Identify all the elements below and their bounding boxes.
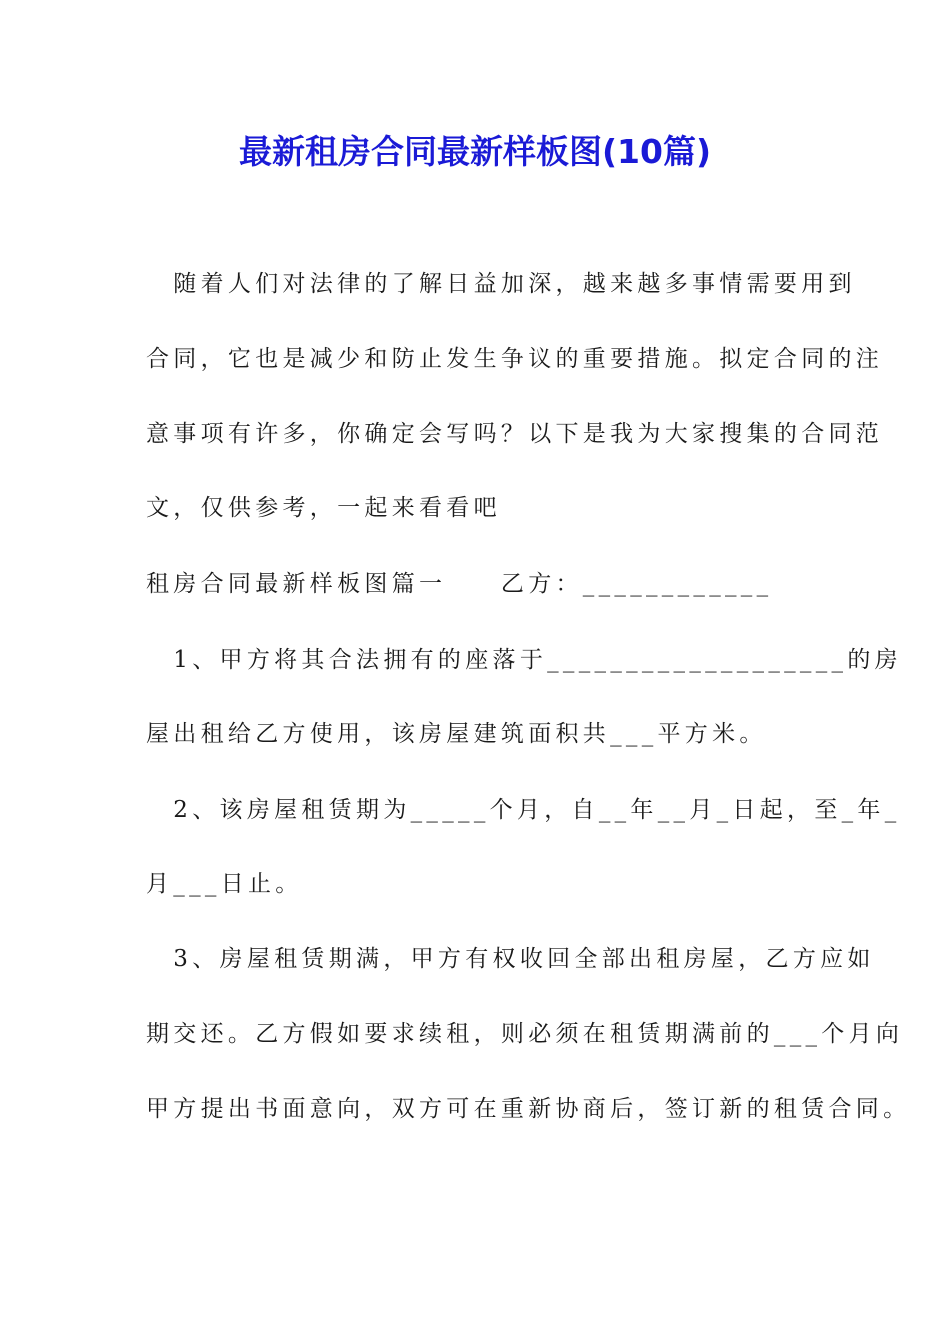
paragraph-line: 文，仅供参考，一起来看看吧	[146, 495, 501, 521]
paragraph-line: 随着人们对法律的了解日益加深，越来越多事情需要用到	[146, 271, 856, 297]
paragraph-line: 1、甲方将其合法拥有的座落于___________________的房	[146, 647, 902, 673]
paragraph-line: 2、该房屋租赁期为_____个月，自__年__月_日起，至_年_	[146, 797, 901, 823]
paragraph-line: 意事项有许多，你确定会写吗？以下是我为大家搜集的合同范	[146, 421, 884, 447]
paragraph-line: 甲方提出书面意向，双方可在重新协商后，签订新的租赁合同。	[146, 1096, 911, 1122]
paragraph-line: 3、房屋租赁期满，甲方有权收回全部出租房屋，乙方应如	[146, 946, 875, 972]
paragraph-line: 月___日止。	[146, 871, 303, 897]
section-heading: 租房合同最新样板图篇一 乙方：____________	[146, 571, 773, 597]
paragraph-line: 期交还。乙方假如要求续租，则必须在租赁期满前的___个月向	[146, 1021, 904, 1047]
paragraph-line: 屋出租给乙方使用，该房屋建筑面积共___平方米。	[146, 721, 767, 747]
document-title: 最新租房合同最新样板图(10篇)	[238, 132, 712, 171]
paragraph-line: 合同，它也是减少和防止发生争议的重要措施。拟定合同的注	[146, 346, 884, 372]
